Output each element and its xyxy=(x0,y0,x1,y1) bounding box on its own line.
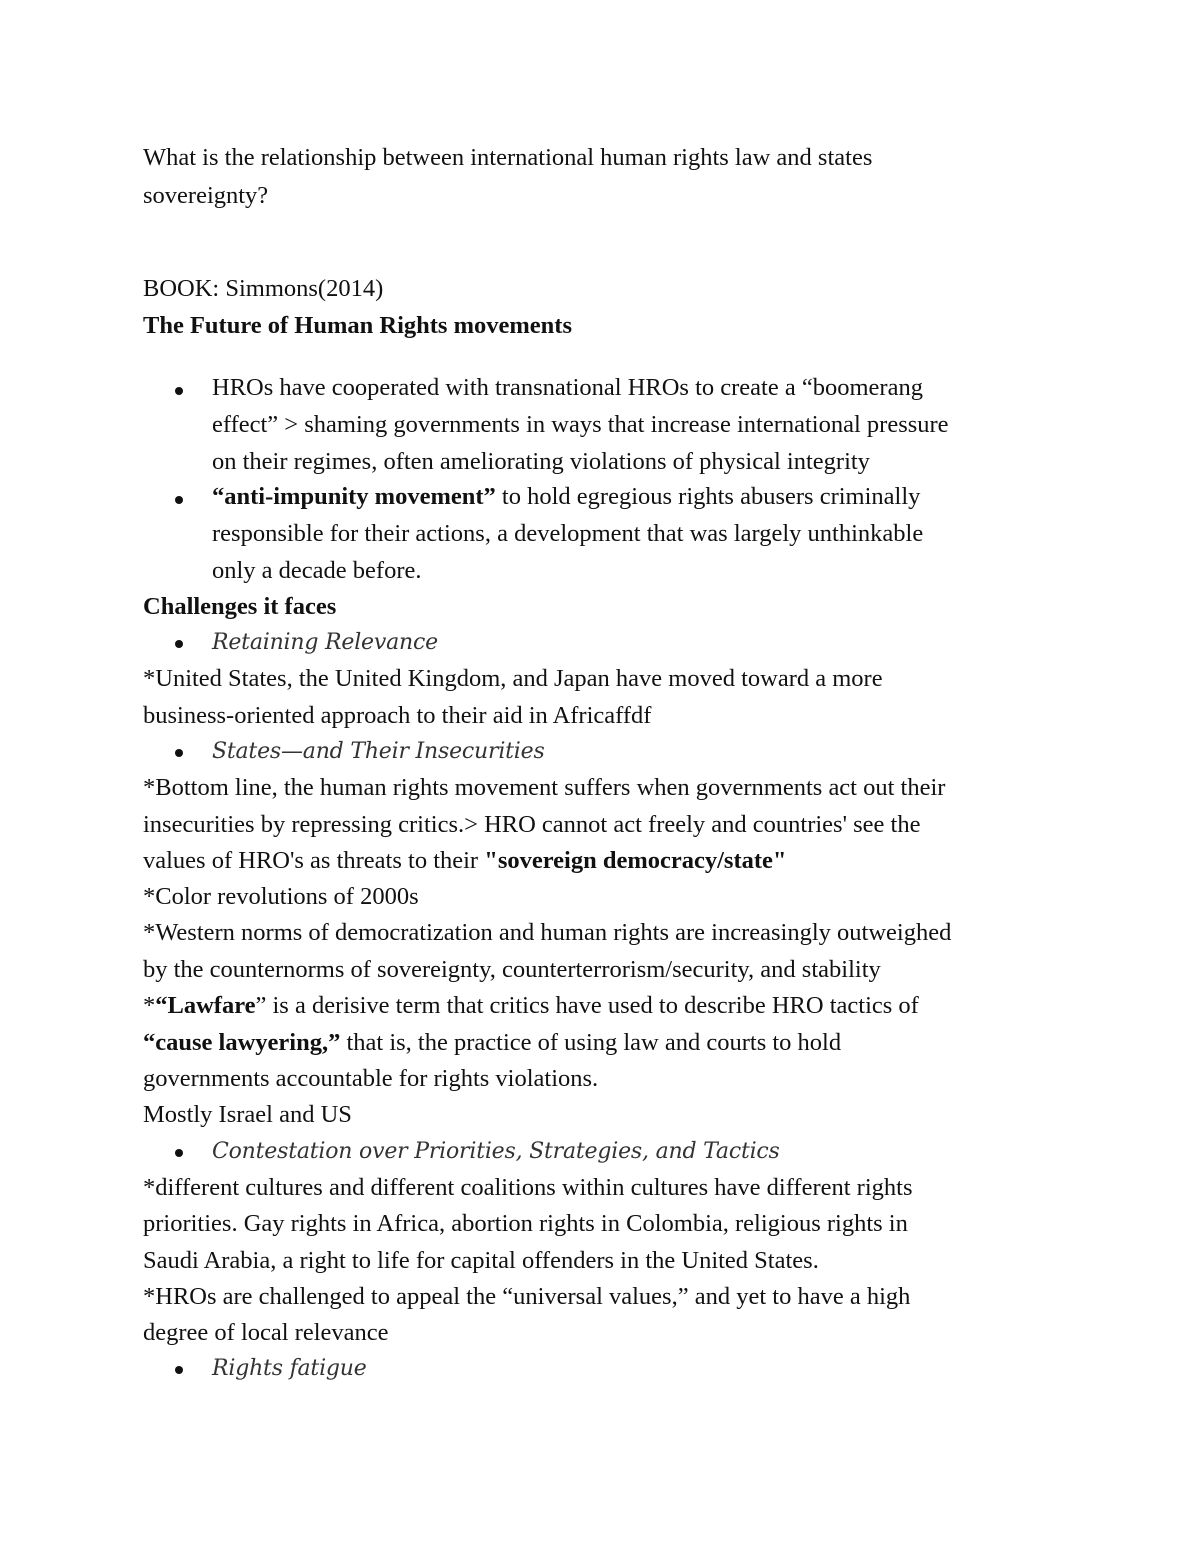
challenge-4-title: Rights fatigue xyxy=(212,1356,367,1381)
future-bullet-2-line-1 xyxy=(212,479,920,516)
challenge-2-p1-line-3 xyxy=(143,843,787,880)
challenge-2-p4-prefix: * xyxy=(143,992,156,1019)
future-bullet-1-line-2: effect” > shaming governments in ways that increase international pressure xyxy=(212,411,949,438)
challenge-2-p3-line-2: by the counternorms of sovereignty, counterterrorism/security, and stability xyxy=(143,956,881,983)
heading-future: The Future of Human Rights movements xyxy=(143,312,572,339)
challenge-2-p4-line-2-rest: that is, the practice of using law and courts to hold xyxy=(340,1029,842,1056)
bullet-icon xyxy=(175,1149,183,1157)
bullet-icon xyxy=(175,1366,183,1374)
challenge-2-p3-line-1: *Western norms of democratization and human rights are increasingly outweighed xyxy=(143,919,952,946)
future-bullet-1-line-1: HROs have cooperated with transnational HROs to create a “boomerang xyxy=(212,374,923,401)
challenge-2-p4-line-3: governments accountable for rights violations. xyxy=(143,1065,599,1092)
lawfare-term: “Lawfare xyxy=(155,992,256,1019)
challenge-2-title: States—and Their Insecurities xyxy=(212,739,545,764)
book-reference: BOOK: Simmons(2014) xyxy=(143,275,384,302)
challenge-1-line-2: business-oriented approach to their aid in Africaffdf xyxy=(143,702,652,729)
bullet-icon xyxy=(175,749,183,757)
future-bullet-2-rest: to hold egregious rights abusers criminally xyxy=(495,483,921,510)
challenge-2-p1-line-3-text: values of HRO's as threats to their xyxy=(143,847,485,874)
question-line-1: What is the relationship between international human rights law and states xyxy=(143,144,873,171)
bullet-icon xyxy=(175,387,183,395)
challenge-3-title: Contestation over Priorities, Strategies, and Tactics xyxy=(212,1139,780,1164)
heading-challenges: Challenges it faces xyxy=(143,593,337,620)
question-line-2: sovereignty? xyxy=(143,182,269,209)
bullet-icon xyxy=(175,640,183,648)
challenge-1-title: Retaining Relevance xyxy=(212,630,438,655)
challenge-2-p4-line-1 xyxy=(143,988,919,1025)
challenge-2-p4-line-2 xyxy=(143,1025,841,1062)
future-bullet-2-line-2: responsible for their actions, a development that was largely unthinkable xyxy=(212,520,924,547)
future-bullet-2-line-3: only a decade before. xyxy=(212,557,422,584)
challenge-3-p2-line-1: *HROs are challenged to appeal the “universal values,” and yet to have a high xyxy=(143,1283,911,1310)
challenge-2-p1-line-2: insecurities by repressing critics.> HRO cannot act freely and countries' see the xyxy=(143,811,921,838)
challenge-2-p1-line-1: *Bottom line, the human rights movement suffers when governments act out their xyxy=(143,774,946,801)
challenge-1-line-1: *United States, the United Kingdom, and Japan have moved toward a more xyxy=(143,665,883,692)
challenge-2-p4-line-1-rest: ” is a derisive term that critics have used to describe HRO tactics of xyxy=(255,992,919,1019)
future-bullet-1-line-3: on their regimes, often ameliorating violations of physical integrity xyxy=(212,448,870,475)
challenge-2-p2: *Color revolutions of 2000s xyxy=(143,883,419,910)
challenge-3-p1-line-2: priorities. Gay rights in Africa, abortion rights in Colombia, religious rights in xyxy=(143,1210,908,1237)
anti-impunity-term: “anti-impunity movement” xyxy=(212,483,496,510)
challenge-3-p2-line-2: degree of local relevance xyxy=(143,1319,389,1346)
challenge-3-p1-line-3: Saudi Arabia, a right to life for capital offenders in the United States. xyxy=(143,1247,819,1274)
challenge-3-p1-line-1: *different cultures and different coalitions within cultures have different rights xyxy=(143,1174,913,1201)
bullet-icon xyxy=(175,496,183,504)
sovereign-democracy-term: "sovereign democracy/state" xyxy=(484,847,787,874)
cause-lawyering-term: “cause lawyering,” xyxy=(143,1029,341,1056)
challenge-2-p5: Mostly Israel and US xyxy=(143,1101,352,1128)
